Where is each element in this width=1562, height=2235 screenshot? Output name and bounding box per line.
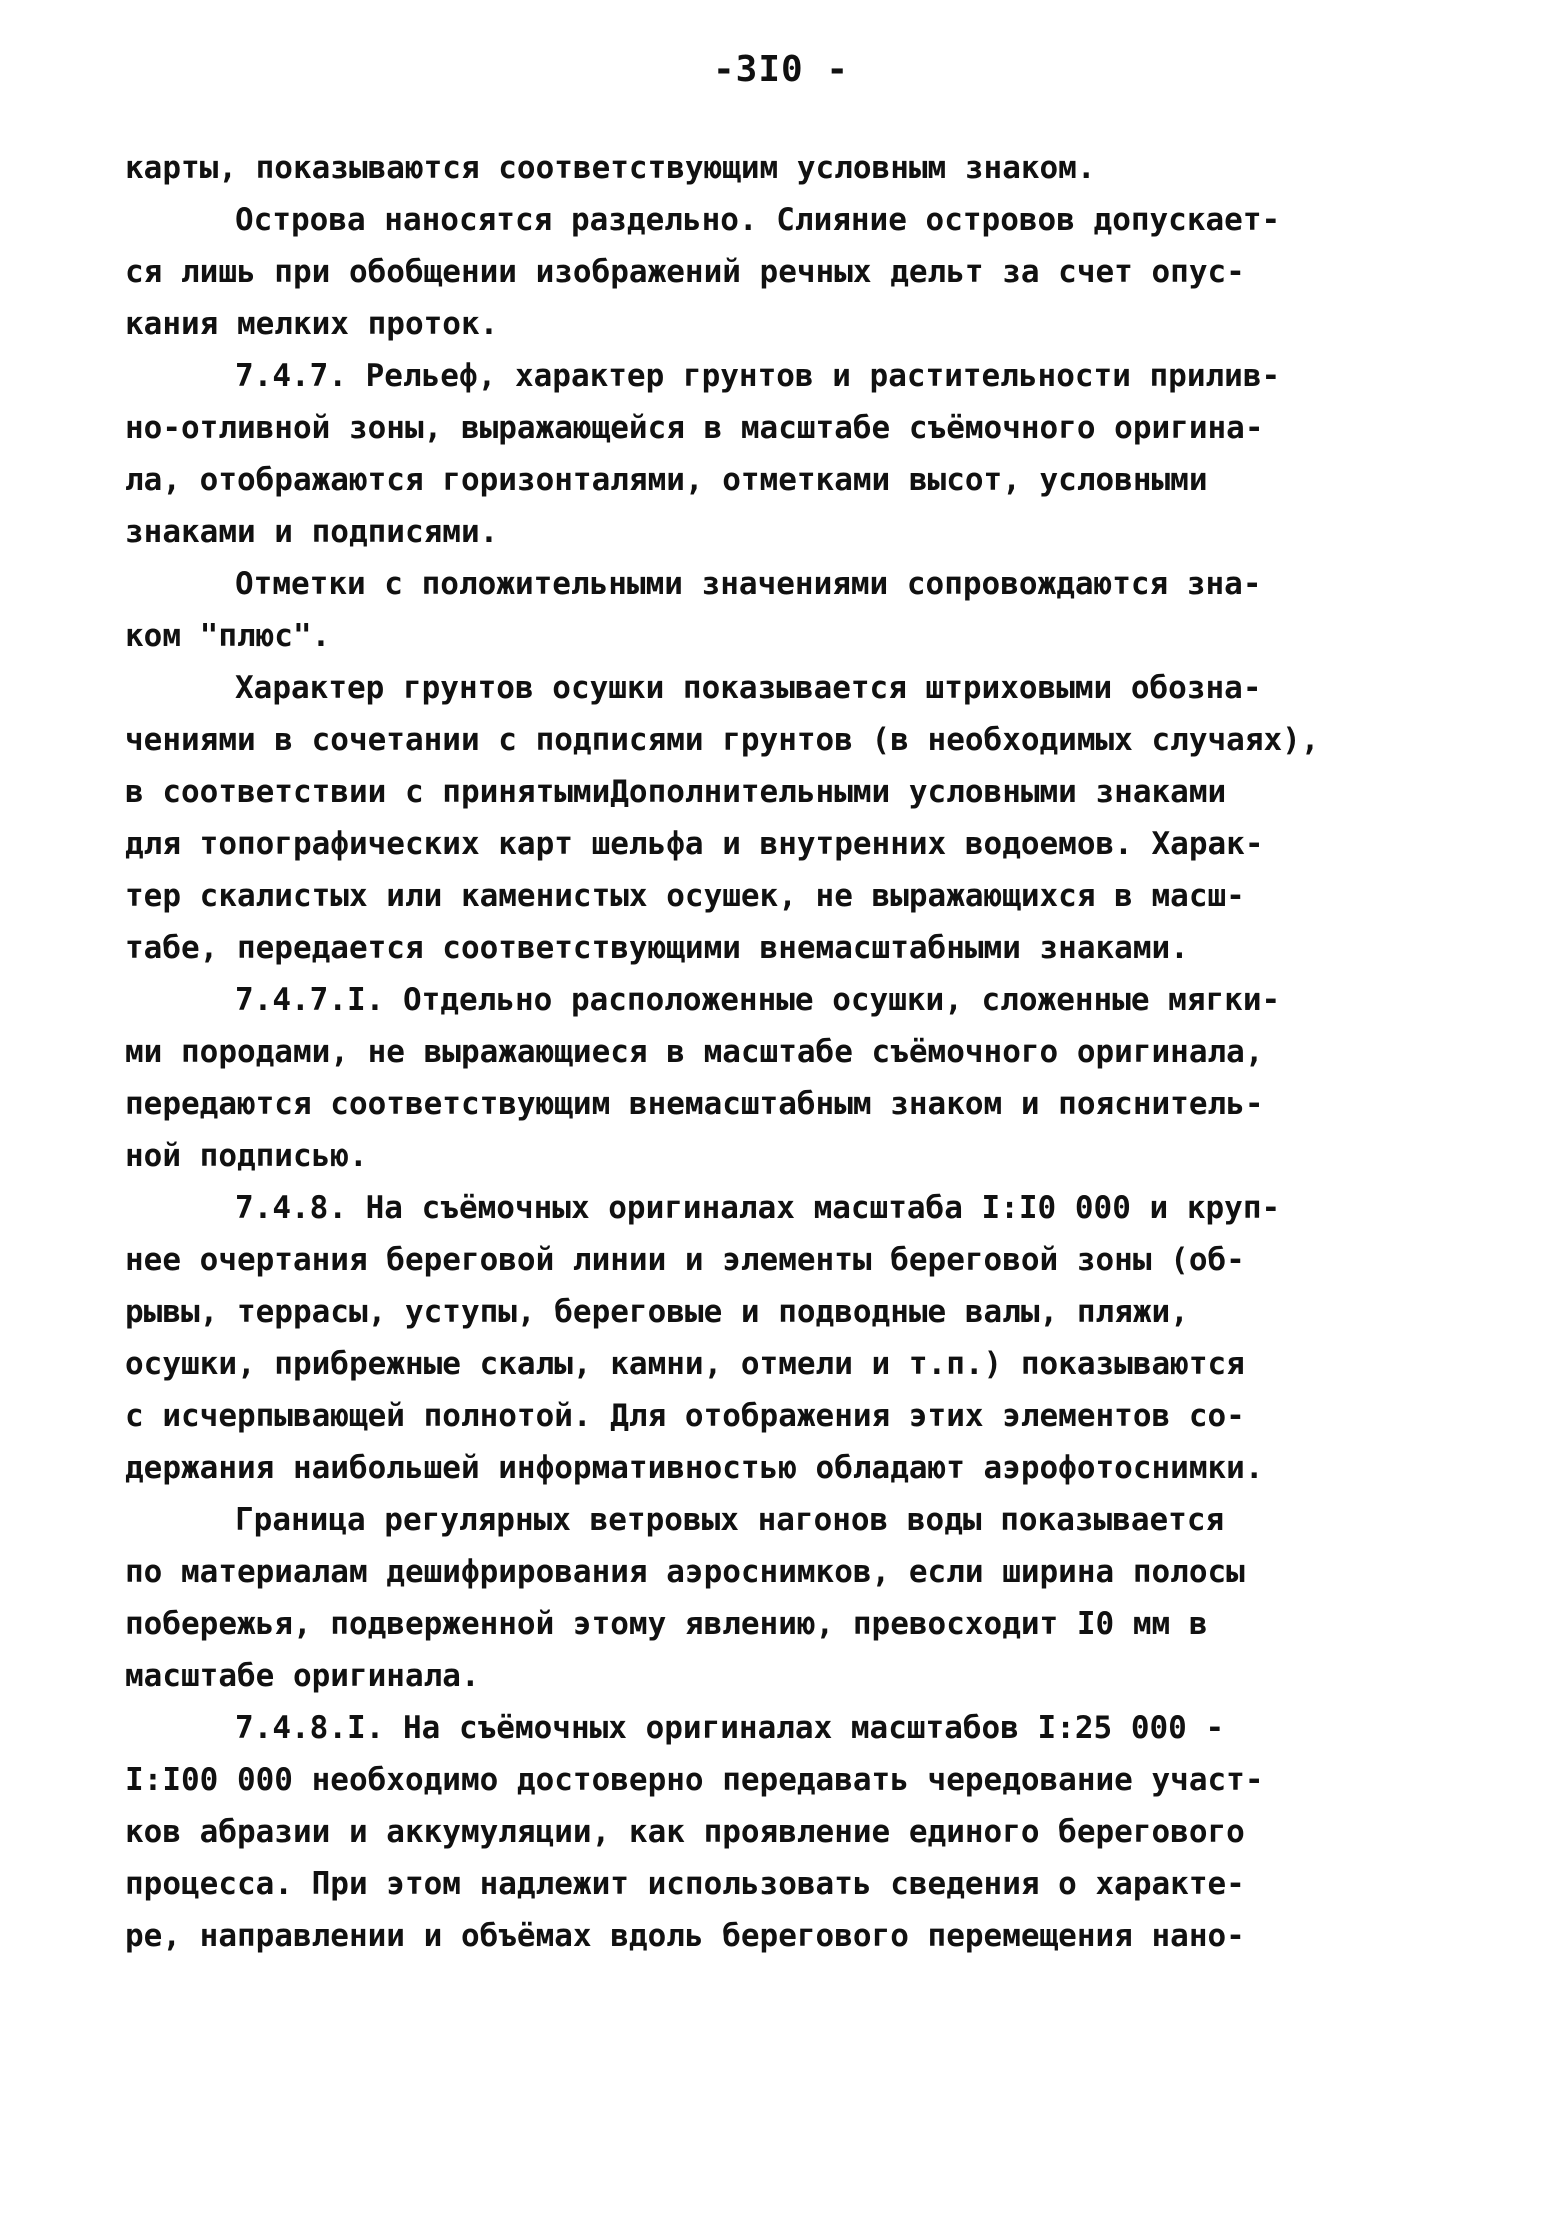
text-line: Острова наносятся раздельно. Слияние островов допускает- (235, 202, 1281, 238)
text-line: ре, направлении и объёмах вдоль берегового перемещения нано- (125, 1918, 1245, 1954)
text-line: с исчерпывающей полнотой. Для отображения этих элементов со- (125, 1398, 1245, 1434)
text-line: но-отливной зоны, выражающейся в масштабе съёмочного оригина- (125, 410, 1264, 446)
text-line: Характер грунтов осушки показывается штриховыми обозна- (235, 670, 1262, 706)
text-line: знаками и подписями. (125, 514, 499, 550)
text-line: чениями в сочетании с подписями грунтов (в необходимых случаях), (125, 722, 1320, 758)
text-line: тер скалистых или каменистых осушек, не выражающихся в масш- (125, 878, 1245, 914)
text-line: кания мелких проток. (125, 306, 499, 342)
text-line: Отметки с положительными значениями сопровождаются зна- (235, 566, 1262, 602)
text-line: нее очертания береговой линии и элементы береговой зоны (об- (125, 1242, 1245, 1278)
text-line: ком "плюс". (125, 618, 331, 654)
text-line: 7.4.7. Рельеф, характер грунтов и растительности прилив- (235, 358, 1281, 394)
text-line: передаются соответствующим внемасштабным знаком и пояснитель- (125, 1086, 1264, 1122)
text-line: ной подписью. (125, 1138, 368, 1174)
text-line: для топографических карт шельфа и внутренних водоемов. Харак- (125, 826, 1264, 862)
page-number: -3I0 - (712, 49, 850, 90)
text-line: по материалам дешифрирования аэроснимков, если ширина полосы (125, 1554, 1245, 1590)
text-line: Граница регулярных ветровых нагонов воды показывается (235, 1502, 1225, 1538)
document-body (125, 142, 1455, 1962)
text-line: осушки, прибрежные скалы, камни, отмели и т.п.) показываются (125, 1346, 1245, 1382)
text-line: 7.4.8.I. На съёмочных оригиналах масштабов I:25 000 - (235, 1710, 1225, 1746)
text-line: ся лишь при обобщении изображений речных дельт за счет опус- (125, 254, 1245, 290)
text-line: карты, показываются соответствующим условным знаком. (125, 150, 1096, 186)
text-line: процесса. При этом надлежит использовать сведения о характе- (125, 1866, 1245, 1902)
text-line: 7.4.7.I. Отдельно расположенные осушки, сложенные мягки- (235, 982, 1281, 1018)
text-line: в соответствии с принятымиДополнительными условными знаками (125, 774, 1227, 810)
text-line: ми породами, не выражающиеся в масштабе съёмочного оригинала, (125, 1034, 1264, 1070)
text-line: 7.4.8. На съёмочных оригиналах масштаба I:I0 000 и круп- (235, 1190, 1281, 1226)
text-line: I:I00 000 необходимо достоверно передавать чередование участ- (125, 1762, 1264, 1798)
text-line: масштабе оригинала. (125, 1658, 480, 1694)
text-line: табе, передается соответствующими внемасштабными знаками. (125, 930, 1189, 966)
text-line: ла, отображаются горизонталями, отметками высот, условными (125, 462, 1208, 498)
text-line: держания наибольшей информативностью обладают аэрофотоснимки. (125, 1450, 1264, 1486)
text-line: побережья, подверженной этому явлению, превосходит I0 мм в (125, 1606, 1208, 1642)
text-line: ков абразии и аккумуляции, как проявление единого берегового (125, 1814, 1245, 1850)
text-line: рывы, террасы, уступы, береговые и подводные валы, пляжи, (125, 1294, 1189, 1330)
